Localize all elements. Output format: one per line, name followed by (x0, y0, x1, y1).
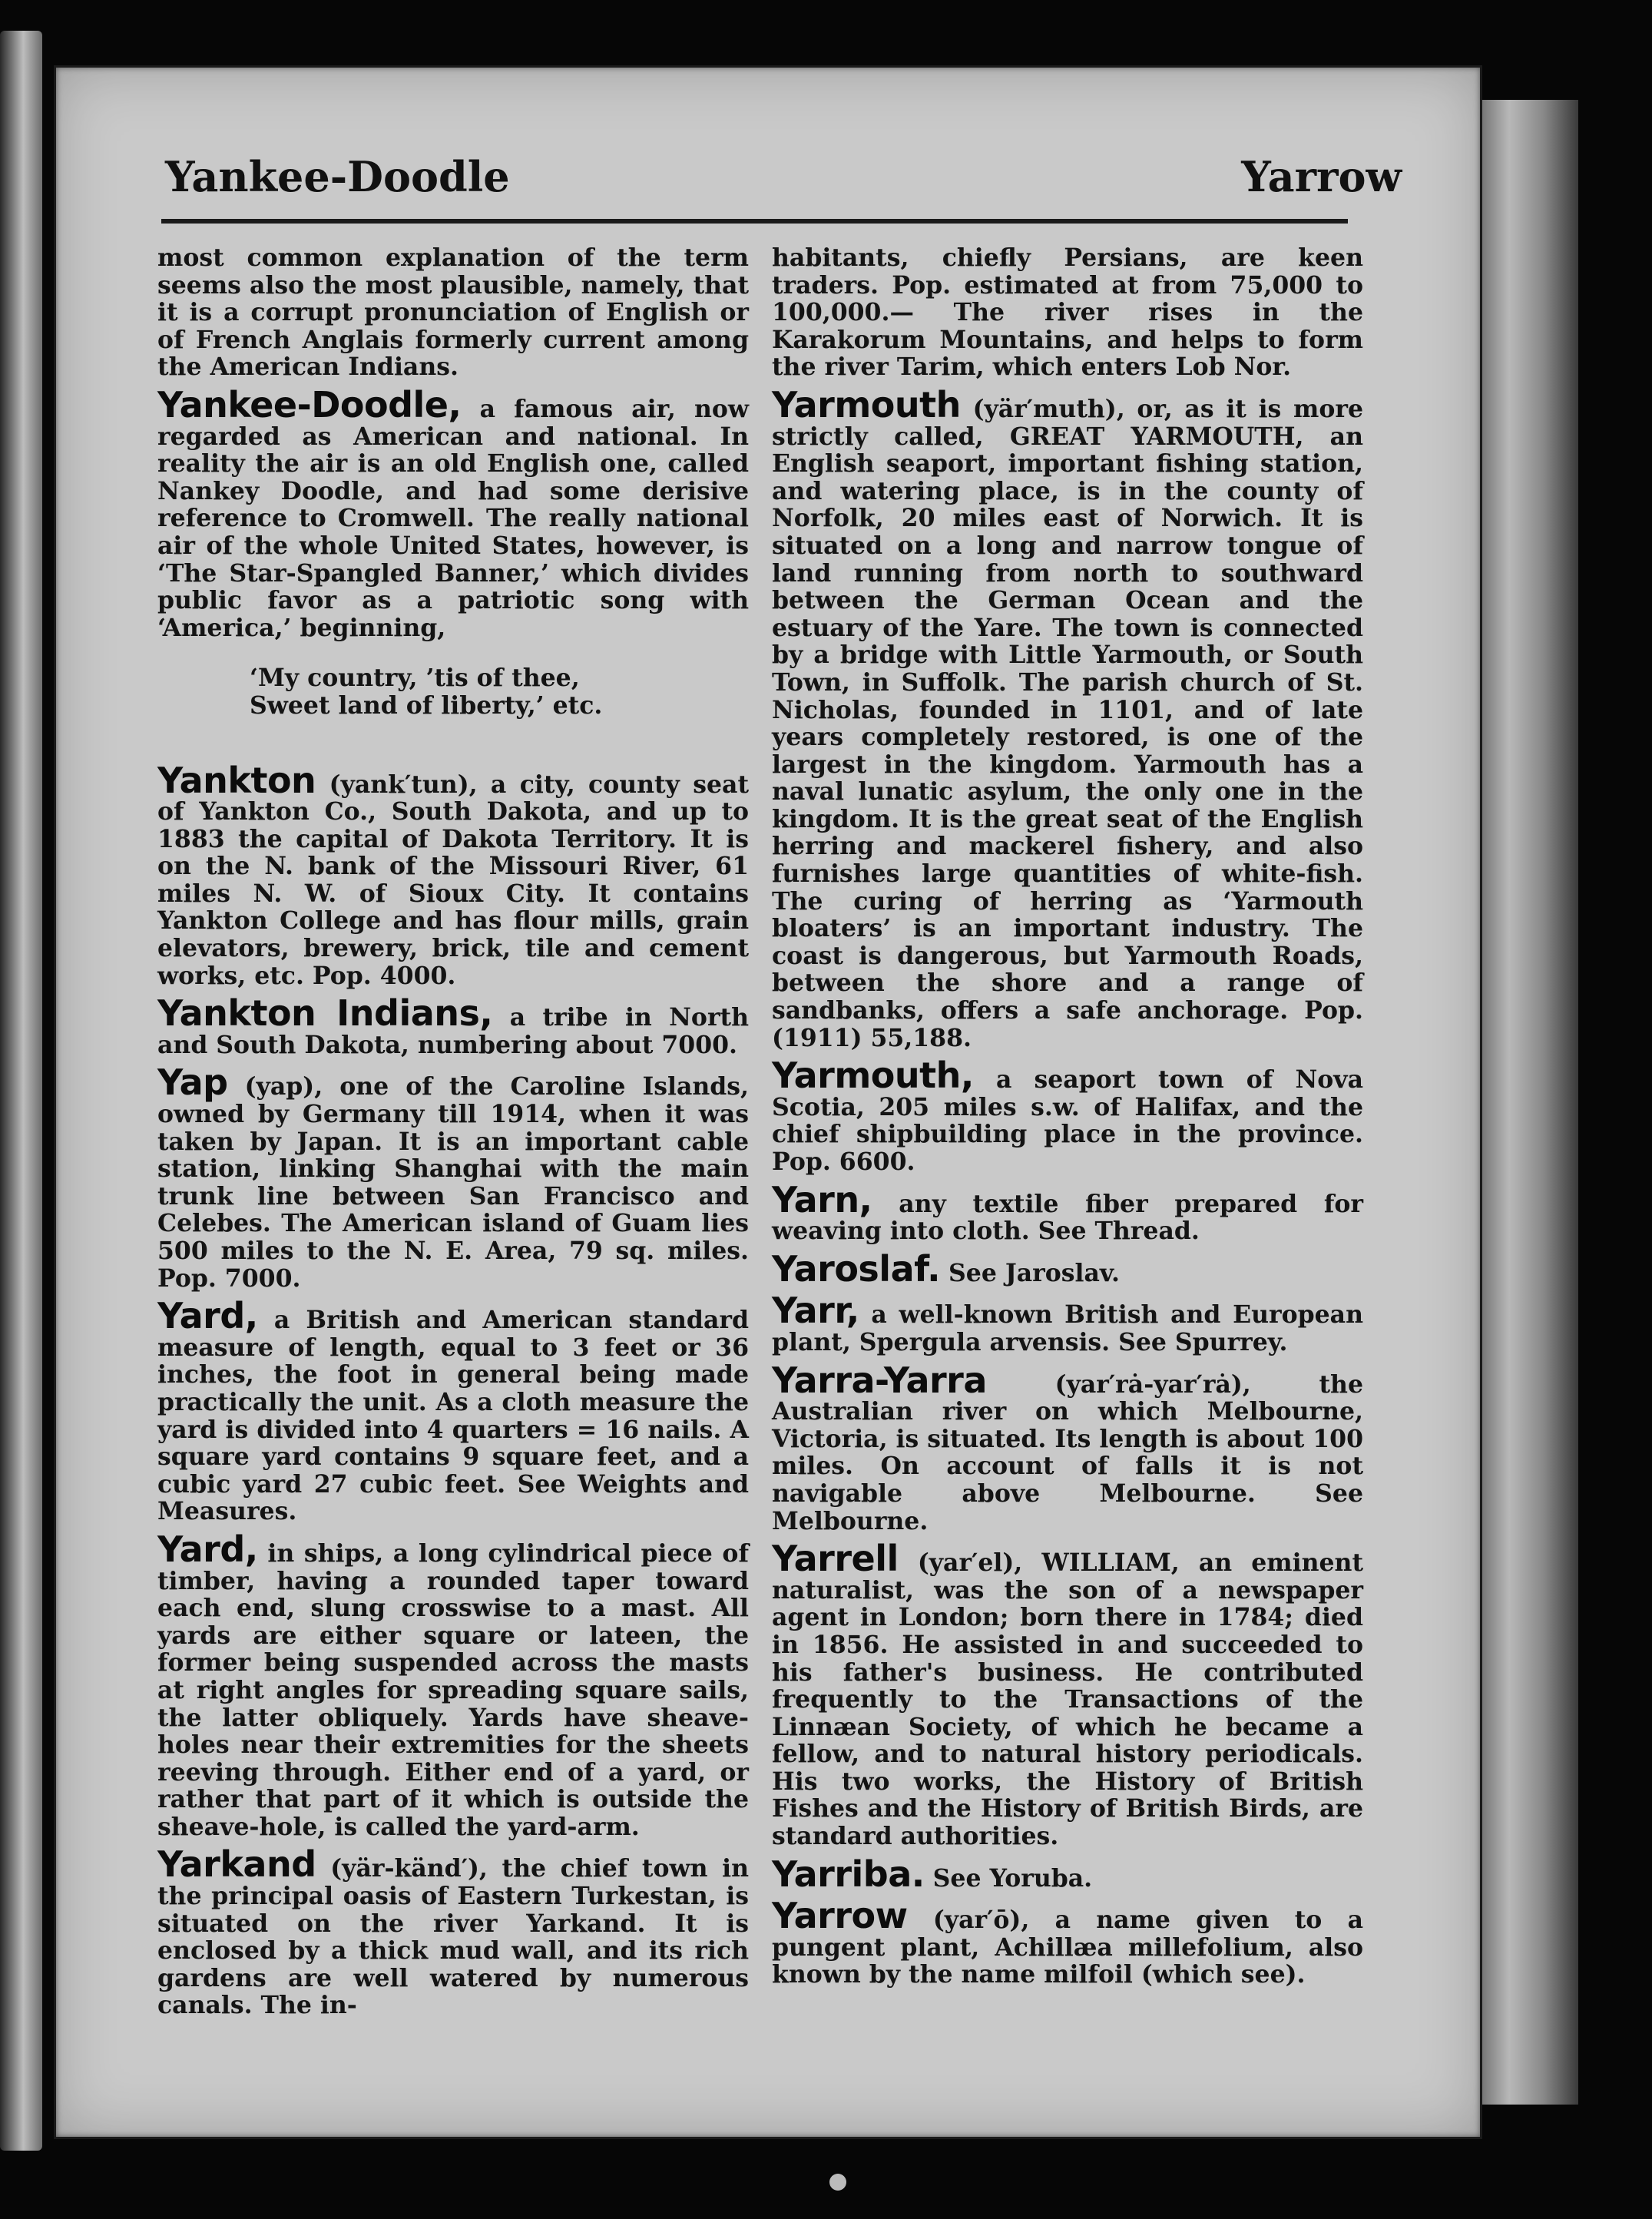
verse-line: ‘My country, ’tis of thee, (250, 664, 580, 693)
right-guideword: Yarrow (1241, 152, 1402, 201)
headword: Yarmouth (772, 383, 961, 426)
entry-yarmouth-nova-scotia (772, 1055, 1363, 1176)
headword: Yarmouth, (772, 1055, 974, 1097)
headword: Yard, (157, 1295, 258, 1337)
continuation-text: most common explanation of the term seems also the most plausible, namely, that it is a corrupt pronunciation of English or of French Anglais formerly current among the American Indians. (157, 243, 749, 382)
entry-yarriba (772, 1853, 1363, 1895)
headword: Yard, (157, 1528, 258, 1570)
left-guideword: Yankee-Doodle (165, 152, 510, 201)
entry-text: (yar′rȧ-yar′rȧ), the Australian river on which Melbourne, Victoria, is situated. Its length is about 100 miles. On account of falls it is not navigable above Melbourne. See Melbourne. (772, 1369, 1363, 1535)
entry-text: a well-known British and European plant, Spergula arvensis. See Spurrey. (772, 1300, 1363, 1356)
headword: Yankee-Doodle, (157, 383, 462, 426)
headword: Yarn, (772, 1178, 872, 1220)
entry-text: a British and American standard measure of length, equal to 3 feet or 36 inches, the foot in general being made practically the unit. As a cloth measure the yard is divided into 4 quarters = 16 nails. A square yard contains 9 square feet, and a cubic yard 27 cubic feet. See Weights and Measures. (157, 1306, 749, 1526)
headword: Yap (157, 1061, 228, 1104)
entry-yarr (772, 1290, 1363, 1356)
entry-text: (yar′el), WILLIAM, an eminent naturalist, was the son of a newspaper agent in London; born there in 1784; died in 1856. He assisted in and succeeded to his father's business. He contributed frequently to the Transactions of the Linnæan Society, of which he became a fellow, and to natural history periodicals. His two works, the History of British Fishes and the History of British Birds, are standard authorities. (772, 1548, 1363, 1851)
left-column (157, 244, 749, 2019)
headword: Yarra-Yarra (772, 1359, 987, 1401)
entry-yankee-doodle (157, 383, 749, 642)
previous-page-edge (0, 31, 42, 2151)
entry-yarra-yarra (772, 1359, 1363, 1535)
entry-yarrell (772, 1538, 1363, 1851)
entry-text: any textile fiber prepared for weaving into cloth. See Thread. (772, 1189, 1363, 1246)
entry-text: a seaport town of Nova Scotia, 205 miles s.w. of Halifax, and the chief shipbuilding place in the province. Pop. 6600. (772, 1065, 1363, 1176)
entry-text: (yär-känd′), the chief town in the principal oasis of Eastern Turkestan, is situated on the river Yarkand. It is enclosed by a thick mud wall, and its rich gardens are well watered by numerous canals. The in- (157, 1854, 749, 2020)
entry-yard-ships (157, 1528, 749, 1841)
headword: Yarrell (772, 1538, 899, 1580)
entry-yap (157, 1061, 749, 1293)
entry-yaroslaf (772, 1247, 1363, 1290)
headword: Yarrow (772, 1895, 908, 1937)
headword: Yankton Indians, (157, 992, 493, 1035)
running-head (111, 152, 1402, 206)
headword: Yarkand (157, 1843, 316, 1886)
entry-yarrow (772, 1895, 1363, 1989)
entry-text: See Jaroslav. (940, 1258, 1120, 1287)
verse-quote (250, 664, 749, 719)
entry-text: in ships, a long cylindrical piece of timber, having a rounded taper toward each end, slung crosswise to a mast. All yards are either square or lateen, the former being suspended across the masts at right angles for spreading square sails, the latter obliquely. Yards have sheave-holes near their extremities for the sheets reeving through. Either end of a yard, or rather that part of it which is outside the sheave-hole, is called the yard-arm. (157, 1538, 749, 1841)
entry-text: (yar′ō), a name given to a pungent plant, Achillæa millefolium, also known by the name milfoil (which see). (772, 1906, 1363, 1989)
continuation-text: habitants, chiefly Persians, are keen traders. Pop. estimated at from 75,000 to 100,000.— The river rises in the Karakorum Mountains, and helps to form the river Tarim, which enters Lob Nor. (772, 243, 1363, 382)
entry-text: See Yoruba. (924, 1863, 1093, 1893)
entry-yarn (772, 1178, 1363, 1246)
headword: Yaroslaf. (772, 1247, 941, 1290)
entry-text: (yär′muth), or, as it is more strictly called, GREAT YARMOUTH, an English seaport, important fishing station, and watering place, is in the county of Norfolk, 20 miles east of Norwich. It is situated on a long and narrow tongue of land running from north to southward between the German Ocean and the estuary of the Yare. The town is connected by a bridge with Little Yarmouth, or South Town, in Suffolk. The parish church of St. Nicholas, founded in 1101, and of late years completely restored, is one of the largest in the kingdom. Yarmouth has a naval lunatic asylum, the only one in the kingdom. It is the great seat of the English herring and mackerel fishery, and also furnishes large quantities of white-fish. The curing of herring as ‘Yarmouth bloaters’ is an important industry. The coast is dangerous, but Yarmouth Roads, between the shore and a range of sandbanks, offers a safe anchorage. Pop. (1911) 55,188. (772, 394, 1363, 1052)
verse-line: Sweet land of liberty,’ etc. (250, 691, 603, 720)
headword: Yarr, (772, 1290, 859, 1332)
entry-yarmouth-england (772, 383, 1363, 1052)
headword: Yankton (157, 759, 316, 801)
entry-yankton (157, 759, 749, 990)
header-rule (161, 219, 1348, 224)
entry-text: (yank′tun), a city, county seat of Yankton Co., South Dakota, and up to 1883 the capital of Dakota Territory. It is on the N. bank of the Missouri River, 61 miles N. W. of Sioux City. It contains Yankton College and has flour mills, grain elevators, brewery, brick, tile and cement works, etc. Pop. 4000. (157, 770, 749, 990)
entry-text: a famous air, now regarded as American and national. In reality the air is an old English one, called Nankey Doodle, and had some derisive reference to Cromwell. The really national air of the whole United States, however, is ‘The Star-Spangled Banner,’ which divides public favor as a patriotic song with ‘America,’ beginning, (157, 394, 749, 642)
headword: Yarriba. (772, 1853, 925, 1895)
entry-yankton-indians (157, 992, 749, 1059)
entry-text: (yap), one of the Caroline Islands, owned by Germany till 1914, when it was taken by Japan. It is an important cable station, linking Shanghai with the main trunk line between San Francisco and Celebes. The American island of Guam lies 500 miles to the N. E. Area, 79 sq. miles. Pop. 7000. (157, 1072, 749, 1293)
right-column (772, 244, 1363, 1989)
entry-yard-measure (157, 1295, 749, 1526)
dust-speck (829, 2174, 846, 2191)
entry-text: a tribe in North and South Dakota, numbering about 7000. (157, 1003, 749, 1059)
entry-yarkand (157, 1843, 749, 2020)
